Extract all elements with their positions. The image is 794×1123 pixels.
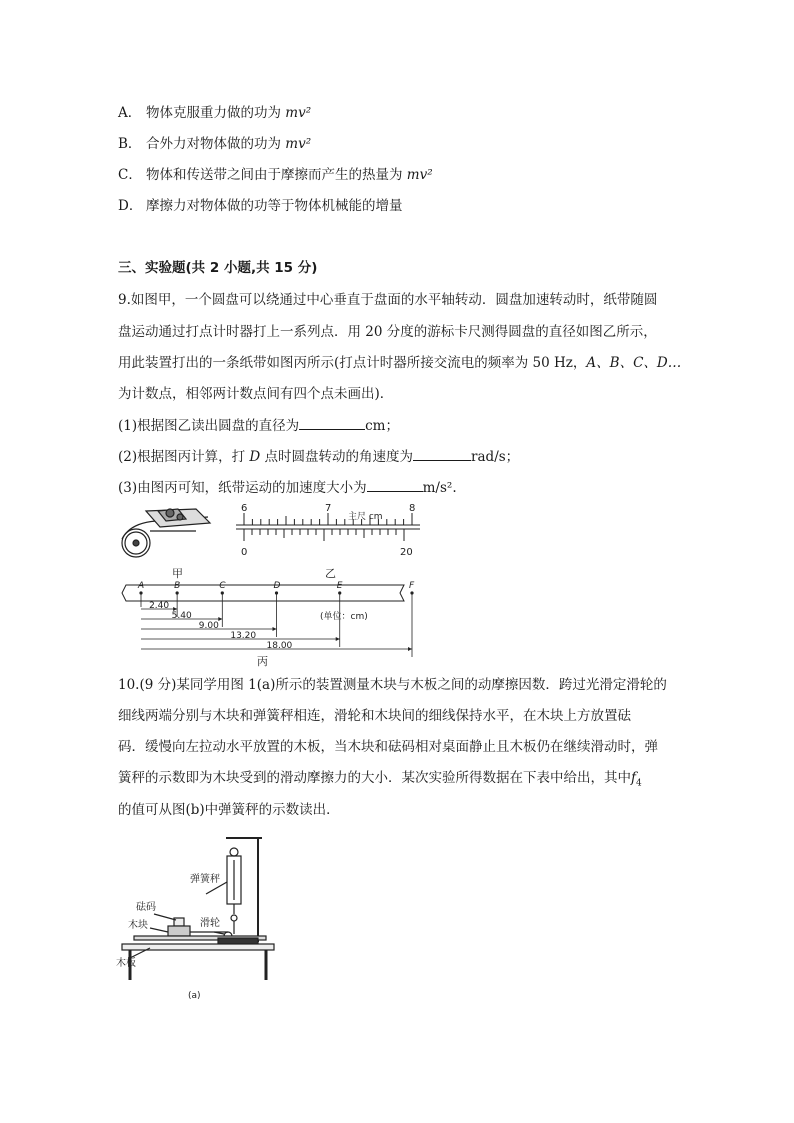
q10-line-2: 细线两端分别与木块和弹簧秤相连，滑轮和木块间的细线保持水平，在木块上方放置砝: [118, 708, 631, 724]
dimension-arrow: [336, 637, 340, 641]
unit-note: (单位：cm): [320, 612, 368, 622]
q10-line-4-text: 簧秤的示数即为木块受到的滑动摩擦力的大小．某次实验所得数据在下表中给出，其中: [118, 770, 631, 786]
tape-point-label: B: [174, 581, 181, 591]
q10-f-subscript: 4: [636, 778, 642, 789]
vernier-tick-20: 20: [400, 547, 413, 558]
label-jia: 甲: [172, 567, 183, 580]
figure-10: [0, 830, 794, 1010]
option-formula: mv²: [285, 105, 312, 121]
dimension-label: 9.00: [198, 621, 219, 631]
dimension-label: 18.00: [266, 641, 293, 651]
option-text: 合外力对物体做的功为: [146, 136, 286, 152]
q9-sub-3-unit: m/s².: [422, 480, 457, 496]
vernier-tick-0: 0: [241, 547, 248, 558]
q10-line-4: [118, 768, 642, 794]
dimension-label: 5.40: [171, 611, 192, 621]
paper-tape: [122, 585, 404, 601]
figure-9: [0, 495, 794, 675]
q9-sub-2-point: D: [249, 449, 261, 465]
q9-point-list: A、B、C、D…: [586, 355, 682, 371]
q10-line-5: 的值可从图(b)中弹簧秤的示数读出．: [118, 802, 340, 818]
option-text: 物体和传送带之间由于摩擦而产生的热量为: [146, 167, 407, 183]
tape-point-label: F: [409, 581, 415, 591]
caliper: [236, 513, 420, 541]
dimension-label: 2.40: [149, 601, 170, 611]
option-c: [118, 165, 433, 185]
board-label: 木板: [116, 958, 136, 969]
q9-sub-2-text: (2)根据图丙计算，打: [118, 449, 250, 465]
caliper-tick-6: 6: [241, 503, 248, 514]
figure-caption: (a): [188, 991, 201, 1001]
tape-point-label: E: [336, 581, 343, 591]
option-text: 摩擦力对物体做的功等于物体机械能的增量: [146, 198, 403, 214]
q9-sub-1: [118, 415, 399, 436]
dimension-label: 13.20: [230, 631, 257, 641]
dimension-arrow: [273, 627, 277, 631]
answer-blank[interactable]: [413, 446, 471, 461]
tape-point-label: C: [219, 581, 226, 591]
option-d: [118, 196, 403, 216]
label-bing: 丙: [257, 655, 268, 668]
label-yi: 乙: [325, 567, 336, 580]
option-b: [118, 134, 311, 154]
q10-f-symbol: f: [631, 770, 636, 786]
q9-line-1: 9.如图甲，一个圆盘可以绕通过中心垂直于盘面的水平轴转动．圆盘加速转动时，纸带随圆: [118, 292, 658, 308]
q9-sub-2-text-b: 点时圆盘转动的角速度为: [260, 449, 414, 465]
tape-point-label: D: [273, 581, 281, 591]
option-letter: C．: [118, 167, 142, 183]
tape-point-label: A: [138, 581, 145, 591]
spring-scale-label: 弹簧秤: [190, 874, 220, 885]
option-letter: B．: [118, 136, 142, 152]
option-letter: D．: [118, 198, 143, 214]
answer-blank[interactable]: [299, 415, 365, 430]
q10-line-1: 10.(9 分)某同学用图 1(a)所示的装置测量木块与木板之间的动摩擦因数．跨过光滑定滑轮的: [118, 677, 667, 693]
dimension-arrow: [408, 647, 412, 651]
option-letter: A．: [118, 105, 142, 121]
dimension-arrow: [218, 617, 222, 621]
option-a: [118, 103, 311, 123]
q9-line-4: 为计数点，相邻两计数点间有四个点未画出)．: [118, 386, 394, 402]
q9-line-2: 盘运动通过打点计时器打上一系列点．用 20 分度的游标卡尺测得圆盘的直径如图乙所示，: [118, 324, 657, 340]
caliper-main-label: 主尺 cm: [348, 512, 383, 522]
q9-line-3: [118, 353, 681, 373]
q9-sub-3-text: (3)由图丙可知，纸带运动的加速度大小为: [118, 480, 367, 496]
answer-blank[interactable]: [367, 477, 423, 492]
section-title: 三、实验题(共 2 小题,共 15 分): [118, 260, 318, 276]
q9-sub-1-text: (1)根据图乙读出圆盘的直径为: [118, 418, 300, 434]
caliper-tick-8: 8: [409, 503, 416, 514]
q9-line-3-text: 用此装置打出的一条纸带如图丙所示(打点计时器所接交流电的频率为 50 Hz，: [118, 355, 587, 371]
pulley-label: 滑轮: [200, 918, 220, 929]
weight-label: 砝码: [136, 902, 156, 913]
q9-sub-2-unit: rad/s；: [471, 449, 520, 465]
q10-line-3: 码．缓慢向左拉动水平放置的木板，当木块和砝码相对桌面静止且木板仍在继续滑动时，弹: [118, 739, 658, 755]
option-text: 物体克服重力做的功为: [146, 105, 286, 121]
option-formula: mv²: [406, 167, 433, 183]
block-label: 木块: [128, 920, 148, 931]
q9-sub-2: [118, 446, 519, 467]
option-formula: mv²: [285, 136, 312, 152]
caliper-tick-7: 7: [325, 503, 332, 514]
q9-sub-1-unit: cm；: [365, 418, 399, 434]
disc-apparatus: [122, 509, 210, 557]
